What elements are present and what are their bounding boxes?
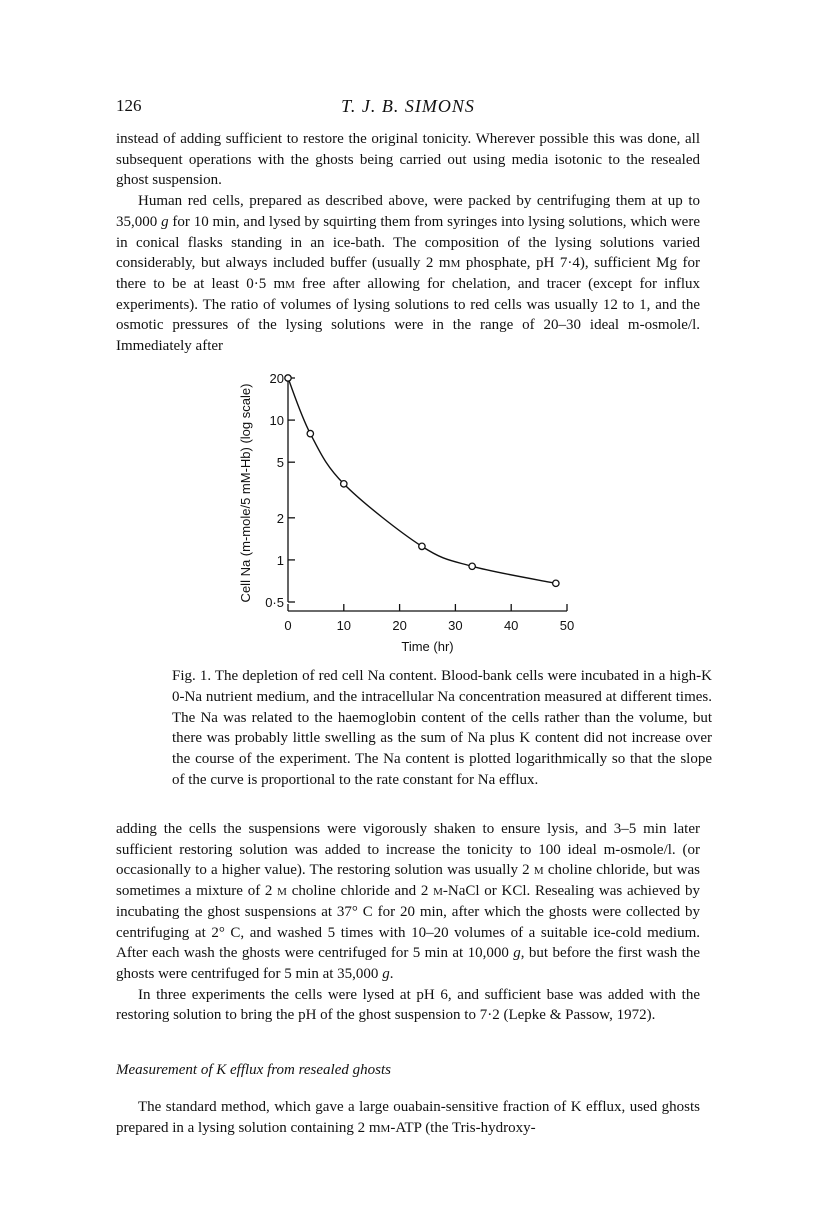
y-tick-label: 20 — [269, 371, 284, 386]
x-tick-label: 20 — [392, 618, 407, 633]
paragraph: Human red cells, prepared as described above, were packed by centrifuging them at up to 35,000 g for 10 min, and lysed by squirting them from syringes into lysing solutions, which were in conical flasks standing in an ice-bath. The composition of the lysing solutions varied considerably, but always included buffer (usually 2 mm phosphate, pH 7·4), sufficient Mg for there to be at least 0·5 mm free after allowing for chelation, and tracer (except for influx experiments). The ratio of volumes of lysing solutions to red cells was usually 12 to 1, and the osmotic pressures of the lysing solutions were in the range of 20–30 ideal m-osmole/l. Immediately after — [116, 193, 700, 355]
paragraph: In three experiments the cells were lysed at pH 6, and sufficient base was added with the restoring solution to bring the pH of the ghost suspension to 7·2 (Lepke & Passow, 1972). — [116, 986, 700, 1024]
data-point — [553, 580, 559, 586]
data-point — [285, 375, 291, 381]
x-tick-label: 10 — [336, 618, 352, 633]
running-head: T. J. B. SIMONS — [341, 96, 475, 116]
paragraph: instead of adding sufficient to restore the original tonicity. Wherever possible this was done, all subsequent operations with the ghosts being carried out using media isotonic to the resealed ghost suspension. — [116, 131, 700, 189]
data-point — [469, 563, 475, 569]
page-header — [116, 96, 700, 120]
y-tick-label: 0·5 — [265, 595, 284, 610]
x-tick-label: 50 — [559, 618, 575, 633]
paragraph: adding the cells the suspensions were vigorously shaken to ensure lysis, and 3–5 min later sufficient restoring solution was added to increase the tonicity to 100 ideal m-osmole/l. (or occasionally to a higher value). The restoring solution was usually 2 m choline chloride, but was sometimes a mixture of 2 m choline chloride and 2 m-NaCl or KCl. Resealing was achieved by incubating the ghost suspensions at 37° C for 20 min, after which the ghosts were collected by centrifuging at 2° C, and washed 5 times with 10–20 volumes of a suitable ice-cold medium. After each wash the ghosts were centrifuged for 5 min at 10,000 g, but before the first wash the ghosts were centrifuged for 5 min at 35,000 g. — [116, 821, 701, 982]
body-text-final — [116, 1097, 700, 1138]
page-number: 126 — [116, 96, 142, 115]
x-tick-label: 0 — [284, 618, 292, 633]
data-point — [307, 430, 313, 436]
x-tick-label: 40 — [503, 618, 519, 633]
section-subheading: Measurement of K efflux from resealed ghosts — [116, 1062, 391, 1078]
y-axis-label: Cell Na (m-mole/5 mM-Hb) (log scale) — [238, 383, 253, 603]
figure-1 — [230, 358, 590, 658]
y-tick-label: 1 — [276, 552, 284, 568]
figure-caption: Fig. 1. The depletion of red cell Na content. Blood-bank cells were incubated in a high-K 0-Na nutrient medium, and the intracellular Na concentration measured at different times. The Na was related to the haemoglobin content of the cells rather than the volume, but there was probably little swelling as the sum of Na plus K content did not increase over the course of the experiment. The Na content is plotted logarithmically so that the slope of the curve is proportional to the rate constant for Na efflux. — [172, 668, 712, 788]
data-point — [341, 481, 347, 487]
paragraph: The standard method, which gave a large ouabain-sensitive fraction of K efflux, used ghosts prepared in a lysing solution containing 2 mm-ATP (the Tris-hydroxy- — [116, 1099, 700, 1136]
x-axis-label: Time (hr) — [401, 639, 454, 654]
log-decay-chart — [230, 358, 590, 658]
series-line — [288, 378, 556, 583]
y-tick-label: 5 — [276, 455, 284, 471]
body-text-bottom — [116, 819, 700, 1026]
data-point — [419, 543, 425, 549]
body-text-top — [116, 129, 700, 357]
x-tick-label: 30 — [448, 618, 463, 633]
y-tick-label: 10 — [269, 413, 284, 429]
y-tick-label: 2 — [276, 510, 284, 526]
